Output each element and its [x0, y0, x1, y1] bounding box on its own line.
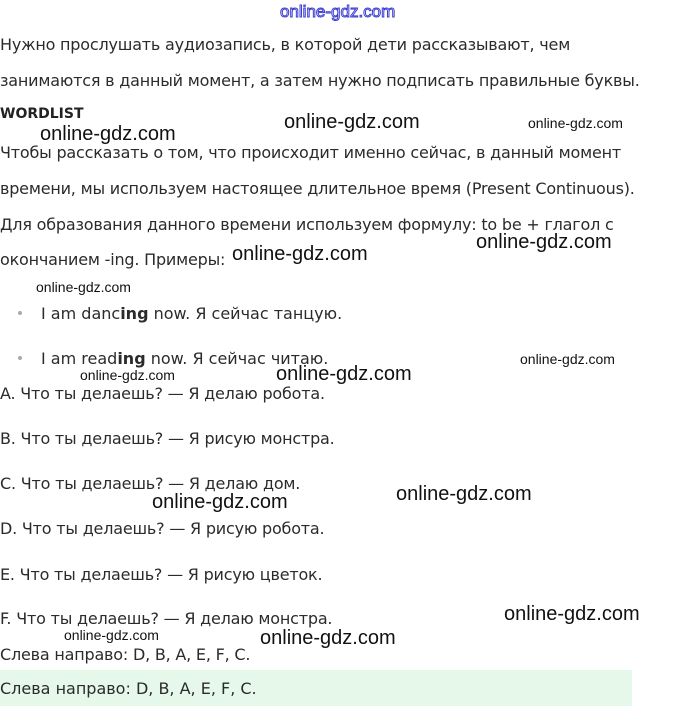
bullet-dot	[18, 356, 22, 360]
watermark: online-gdz.com	[476, 231, 612, 253]
watermark: online-gdz.com	[152, 491, 288, 513]
answer-c: C. Что ты делаешь? — Я делаю дом.	[0, 474, 301, 493]
watermark: online-gdz.com	[276, 363, 412, 385]
watermark: online-gdz.com	[36, 279, 131, 295]
example-item	[41, 304, 342, 323]
example-ing: ing	[120, 304, 149, 323]
answer-d: D. Что ты делаешь? — Я рисую робота.	[0, 519, 325, 538]
watermark: online-gdz.com	[284, 111, 420, 133]
watermark: online-gdz.com	[260, 627, 396, 649]
result-line: Слева направо: D, B, A, E, F, C.	[0, 645, 251, 664]
top-watermark: online-gdz.com	[280, 2, 396, 21]
watermark: online-gdz.com	[520, 351, 615, 367]
watermark: online-gdz.com	[232, 243, 368, 265]
example-text: now. Я сейчас танцую.	[148, 304, 343, 323]
watermark: online-gdz.com	[64, 627, 159, 643]
watermark: online-gdz.com	[40, 123, 176, 145]
watermark: online-gdz.com	[396, 483, 532, 505]
watermark: online-gdz.com	[80, 367, 175, 383]
answer-a: A. Что ты делаешь? — Я делаю робота.	[0, 384, 325, 403]
task-line-1: Нужно прослушать аудиозапись, в которой дети рассказывают, чем	[0, 35, 571, 54]
watermark: online-gdz.com	[528, 115, 623, 131]
task-line-2: занимаются в данный момент, а затем нужно подписать правильные буквы.	[0, 71, 640, 90]
wordlist-heading: WORDLIST	[0, 106, 84, 122]
example-text: now. Я сейчас читаю.	[145, 349, 329, 368]
bullet-dot	[18, 311, 22, 315]
answer-highlight-text: Слева направо: D, B, A, E, F, C.	[0, 679, 257, 698]
watermark: online-gdz.com	[504, 603, 640, 625]
wordlist-line-3: Для образования данного времени используем формулу: to be + глагол с	[0, 215, 614, 234]
answer-highlight-box	[0, 670, 632, 706]
answer-f: F. Что ты делаешь? — Я делаю монстра.	[0, 609, 333, 628]
answer-e: E. Что ты делаешь? — Я рисую цветок.	[0, 565, 323, 584]
wordlist-line-4: окончанием -ing. Примеры:	[0, 250, 226, 269]
answer-b: B. Что ты делаешь? — Я рисую монстра.	[0, 429, 335, 448]
example-text: I am read	[41, 349, 118, 368]
wordlist-line-2: времени, мы используем настоящее длительное время (Present Continuous).	[0, 179, 635, 198]
wordlist-line-1: Чтобы рассказать о том, что происходит именно сейчас, в данный момент	[0, 143, 621, 162]
example-text: I am danc	[41, 304, 121, 323]
example-ing: ing	[117, 349, 146, 368]
